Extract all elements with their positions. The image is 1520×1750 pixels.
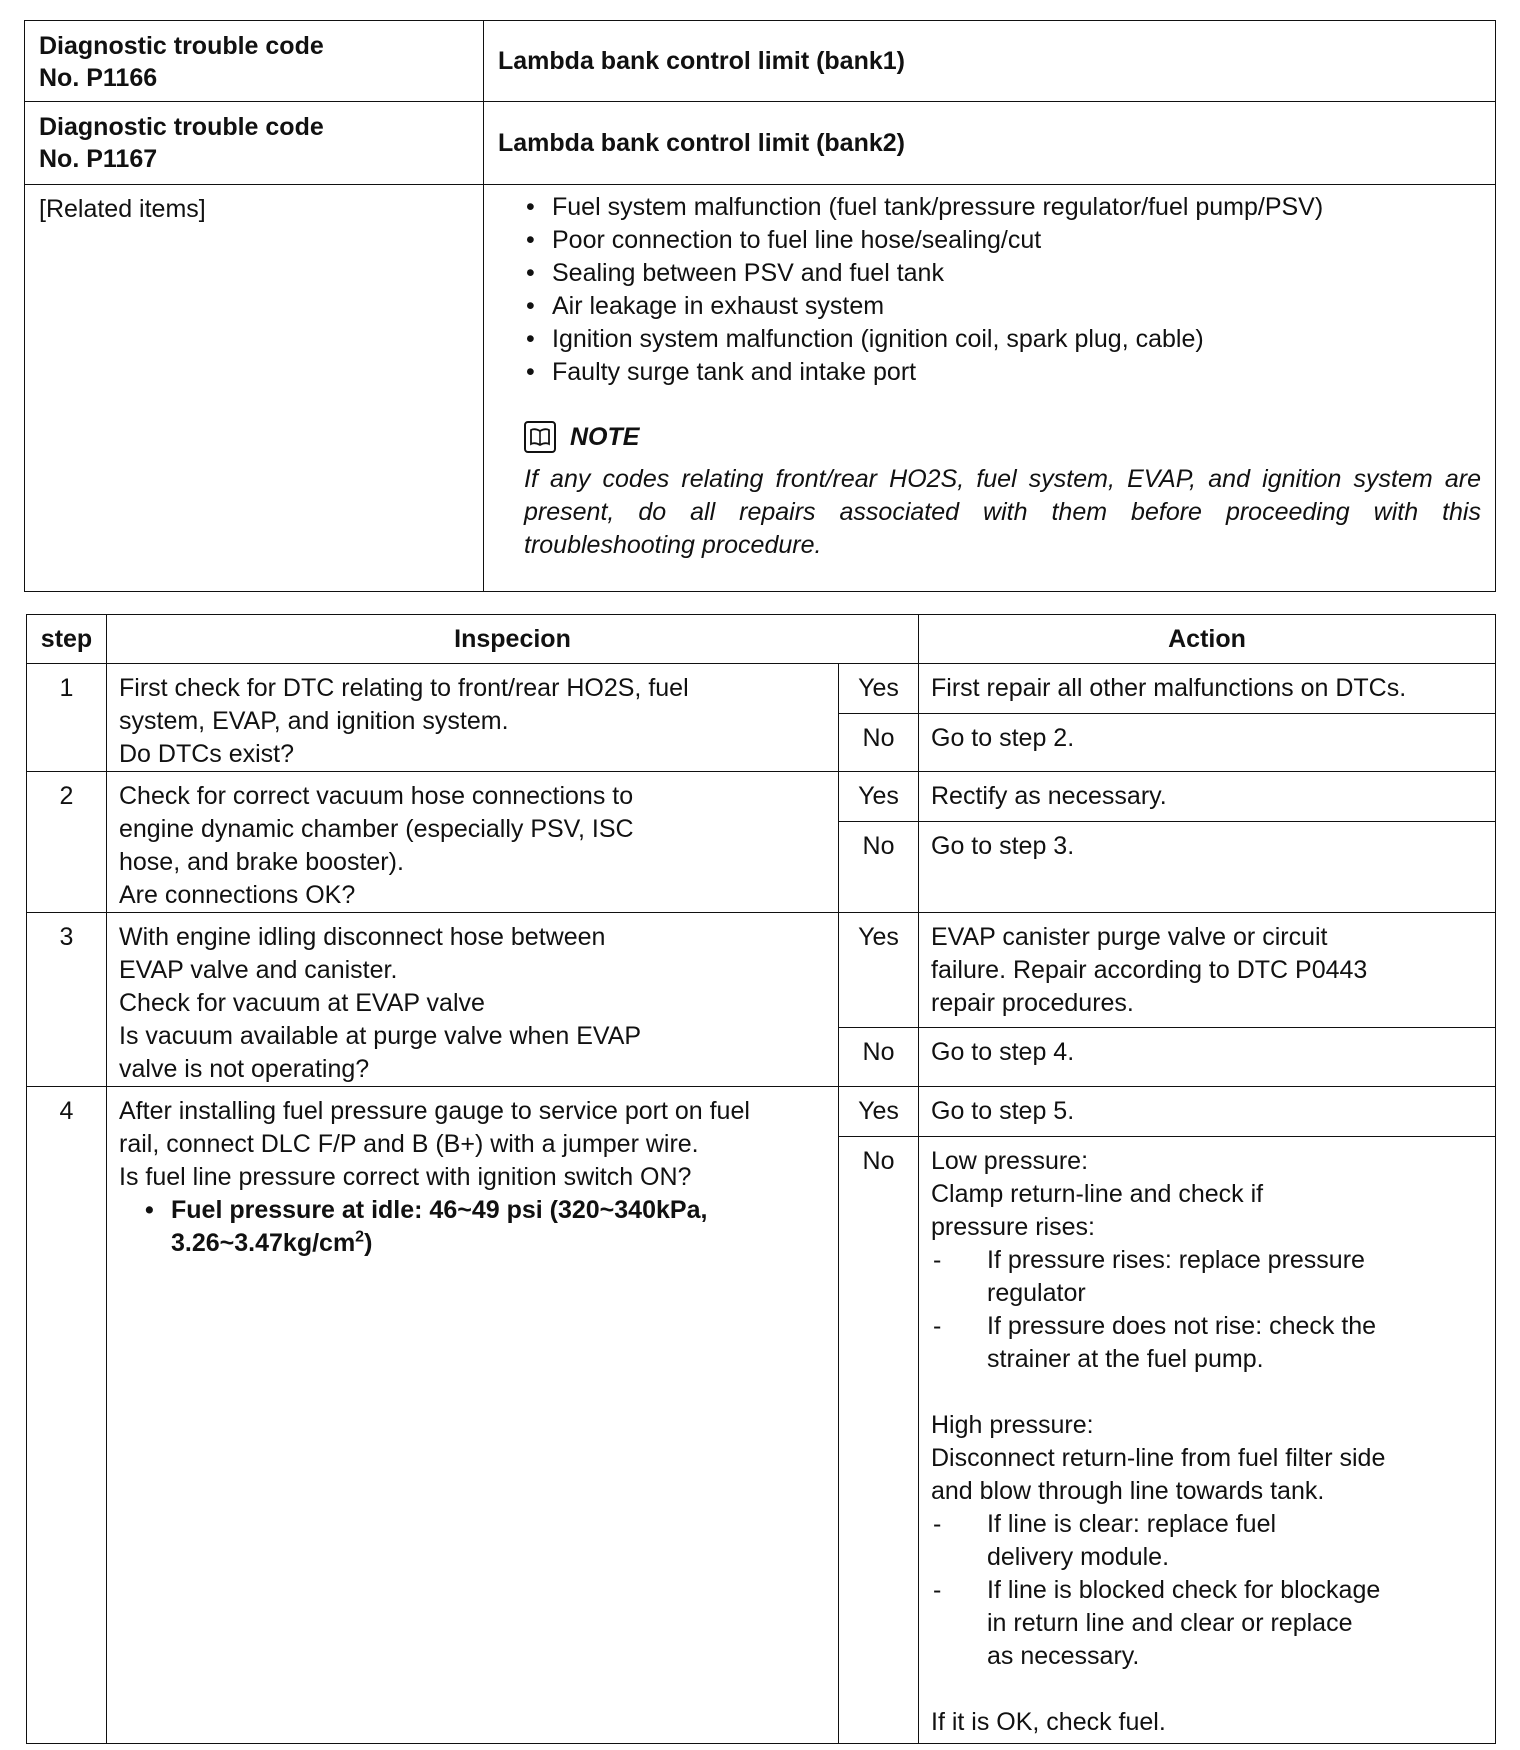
inspection-cell [107,664,839,772]
fuel-pressure-spec [119,1194,826,1260]
yes-action [919,913,1496,1028]
action-line: and blow through line towards tank. [931,1477,1325,1505]
inspection-line: EVAP valve and canister. [119,956,398,984]
action-line: EVAP canister purge valve or circuit [931,923,1328,951]
action-column-header: Action [919,615,1496,664]
inspection-line: valve is not operating? [119,1055,370,1083]
list-item [931,1310,1483,1376]
action-line: - If line is blocked check for blockage [987,1576,1381,1604]
spec-superscript: 2 [355,1228,365,1246]
action-line: as necessary. [987,1642,1140,1670]
no-action: Go to step 4. [919,1028,1496,1087]
high-pressure-title: High pressure: [931,1411,1094,1439]
dtc-label-line1: Diagnostic trouble code [39,32,324,60]
list-item: • Sealing between PSV and fuel tank [524,257,1481,290]
inspection-line: engine dynamic chamber (especially PSV, ISC [119,815,634,843]
table-row-step-4 [27,1087,1496,1137]
note-header [524,417,1481,457]
inspection-line: After installing fuel pressure gauge to service port on fuel [119,1097,750,1125]
inspection-line: hose, and brake booster). [119,848,404,876]
action-line: failure. Repair according to DTC P0443 [931,956,1368,984]
inspection-line: system, EVAP, and ignition system. [119,707,509,735]
spec-line [171,1227,826,1260]
action-line: Disconnect return-line from fuel filter side [931,1444,1386,1472]
action-line: - If line is clear: replace fuel [987,1510,1277,1538]
dtc-code: No. P1167 [39,145,158,173]
action-line: - If pressure rises: replace pressure [987,1246,1365,1274]
inspection-line: First check for DTC relating to front/rear HO2S, fuel [119,674,689,702]
spec-close: ) [364,1229,373,1257]
inspection-column-header: Inspecion [107,615,919,664]
spacer [931,1376,1483,1409]
table-row-step-2 [27,772,1496,822]
inspection-cell [107,772,839,913]
no-label: No [839,822,919,913]
note-text: If any codes relating front/rear HO2S, fuel system, EVAP, and ignition system are present, do all repairs associated with them before proceeding with this troubleshooting procedure. [524,465,1481,559]
action-line: Clamp return-line and check if [931,1180,1264,1208]
list-item: • Poor connection to fuel line hose/sealing/cut [524,224,1481,257]
no-action: Go to step 2. [919,714,1496,772]
yes-label: Yes [839,1087,919,1137]
dtc-label-cell [25,21,484,102]
table-header-row [27,615,1496,664]
no-label: No [839,714,919,772]
dtc-label-line1: Diagnostic trouble code [39,113,324,141]
table-row-step-1 [27,664,1496,714]
inspection-cell [107,1087,839,1744]
yes-label: Yes [839,664,919,714]
action-line: - If pressure does not rise: check the [987,1312,1377,1340]
spec-line: • Fuel pressure at idle: 46~49 psi (320~340kPa, [171,1196,708,1224]
dtc-title: Lambda bank control limit (bank1) [484,21,1496,102]
no-label: No [839,1137,919,1744]
dtc-title: Lambda bank control limit (bank2) [484,102,1496,185]
action-line: in return line and clear or replace [987,1609,1353,1637]
step-number: 4 [27,1087,107,1744]
dtc-info-table [24,20,1496,592]
list-item [931,1574,1483,1673]
action-line: strainer at the fuel pump. [987,1345,1264,1373]
action-line: delivery module. [987,1543,1170,1571]
inspection-line: Do DTCs exist? [119,740,295,768]
list-item: • Faulty surge tank and intake port [524,356,1481,389]
inspection-line: Is vacuum available at purge valve when EVAP [119,1022,642,1050]
inspection-line: rail, connect DLC F/P and B (B+) with a jumper wire. [119,1130,699,1158]
table-row-step-3 [27,913,1496,1028]
dtc-row-p1166 [25,21,1496,102]
yes-label: Yes [839,913,919,1028]
no-action: Go to step 3. [919,822,1496,913]
related-items-row [25,185,1496,592]
list-item [931,1244,1483,1310]
related-items-cell [484,185,1496,592]
inspection-cell [107,913,839,1087]
inspection-line: Check for correct vacuum hose connections to [119,782,634,810]
inspection-line: Is fuel line pressure correct with ignition switch ON? [119,1163,692,1191]
yes-action: Rectify as necessary. [919,772,1496,822]
step-number: 2 [27,772,107,913]
yes-action: First repair all other malfunctions on DTCs. [919,664,1496,714]
list-item [931,1508,1483,1574]
inspection-line: Are connections OK? [119,881,356,909]
yes-action: Go to step 5. [919,1087,1496,1137]
action-line: regulator [987,1279,1086,1307]
step-column-header: step [27,615,107,664]
book-icon [524,421,556,453]
list-item: • Ignition system malfunction (ignition coil, spark plug, cable) [524,323,1481,356]
dtc-label-cell [25,102,484,185]
step-number: 1 [27,664,107,772]
action-line: pressure rises: [931,1213,1095,1241]
inspection-steps-table [26,614,1496,1744]
related-items-label: [Related items] [25,185,484,592]
dtc-row-p1167 [25,102,1496,185]
yes-label: Yes [839,772,919,822]
step-number: 3 [27,913,107,1087]
no-label: No [839,1028,919,1087]
inspection-line: With engine idling disconnect hose between [119,923,606,951]
inspection-line: Check for vacuum at EVAP valve [119,989,485,1017]
list-item: • Air leakage in exhaust system [524,290,1481,323]
final-note: If it is OK, check fuel. [931,1708,1166,1736]
related-items-list [524,191,1481,389]
no-action [919,1137,1496,1744]
spacer [931,1673,1483,1706]
action-line: repair procedures. [931,989,1134,1017]
low-pressure-title: Low pressure: [931,1147,1089,1175]
dtc-code: No. P1166 [39,64,158,92]
spec-text: 3.26~3.47kg/cm [171,1229,356,1257]
note-title: NOTE [570,422,640,451]
list-item: • Fuel system malfunction (fuel tank/pressure regulator/fuel pump/PSV) [524,191,1481,224]
